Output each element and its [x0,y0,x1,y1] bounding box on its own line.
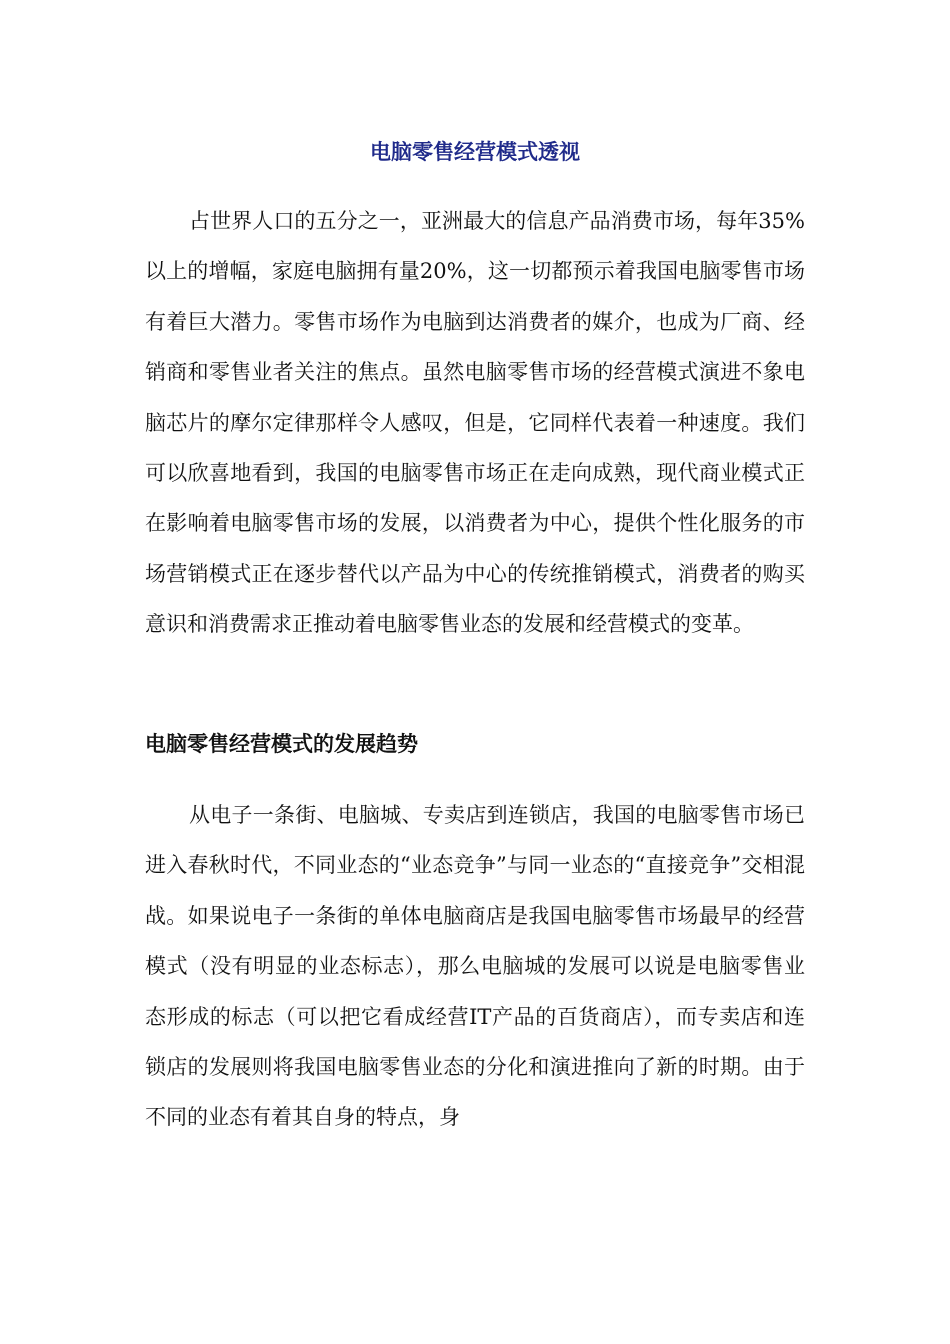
body-paragraph-1: 占世界人口的五分之一，亚洲最大的信息产品消费市场，每年35%以上的增幅，家庭电脑拥有量20%，这一切都预示着我国电脑零售市场有着巨大潜力。零售市场作为电脑到达消费者的媒介，也成为厂商、经销商和零售业者关注的焦点。虽然电脑零售市场的经营模式演进不象电脑芯片的摩尔定律那样令人感叹，但是，它同样代表着一种速度。我们可以欣喜地看到，我国的电脑零售市场正在走向成熟，现代商业模式正在影响着电脑零售市场的发展，以消费者为中心，提供个性化服务的市场营销模式正在逐步替代以产品为中心的传统推销模式，消费者的购买意识和消费需求正推动着电脑零售业态的发展和经营模式的变革。 [145,209,805,637]
section-heading: 电脑零售经营模式的发展趋势 [145,731,418,756]
document-title: 电脑零售经营模式透视 [370,139,580,164]
body-paragraph-2: 从电子一条街、电脑城、专卖店到连锁店，我国的电脑零售市场已进入春秋时代，不同业态的“业态竞争”与同一业态的“直接竞争”交相混战。如果说电子一条街的单体电脑商店是我国电脑零售市场最早的经营模式（没有明显的业态标志），那么电脑城的发展可以说是电脑零售业态形成的标志（可以把它看成经营IT产品的百货商店），而专卖店和连锁店的发展则将我国电脑零售业态的分化和演进推向了新的时期。由于不同的业态有着其自身的特点，身 [145,803,805,1130]
